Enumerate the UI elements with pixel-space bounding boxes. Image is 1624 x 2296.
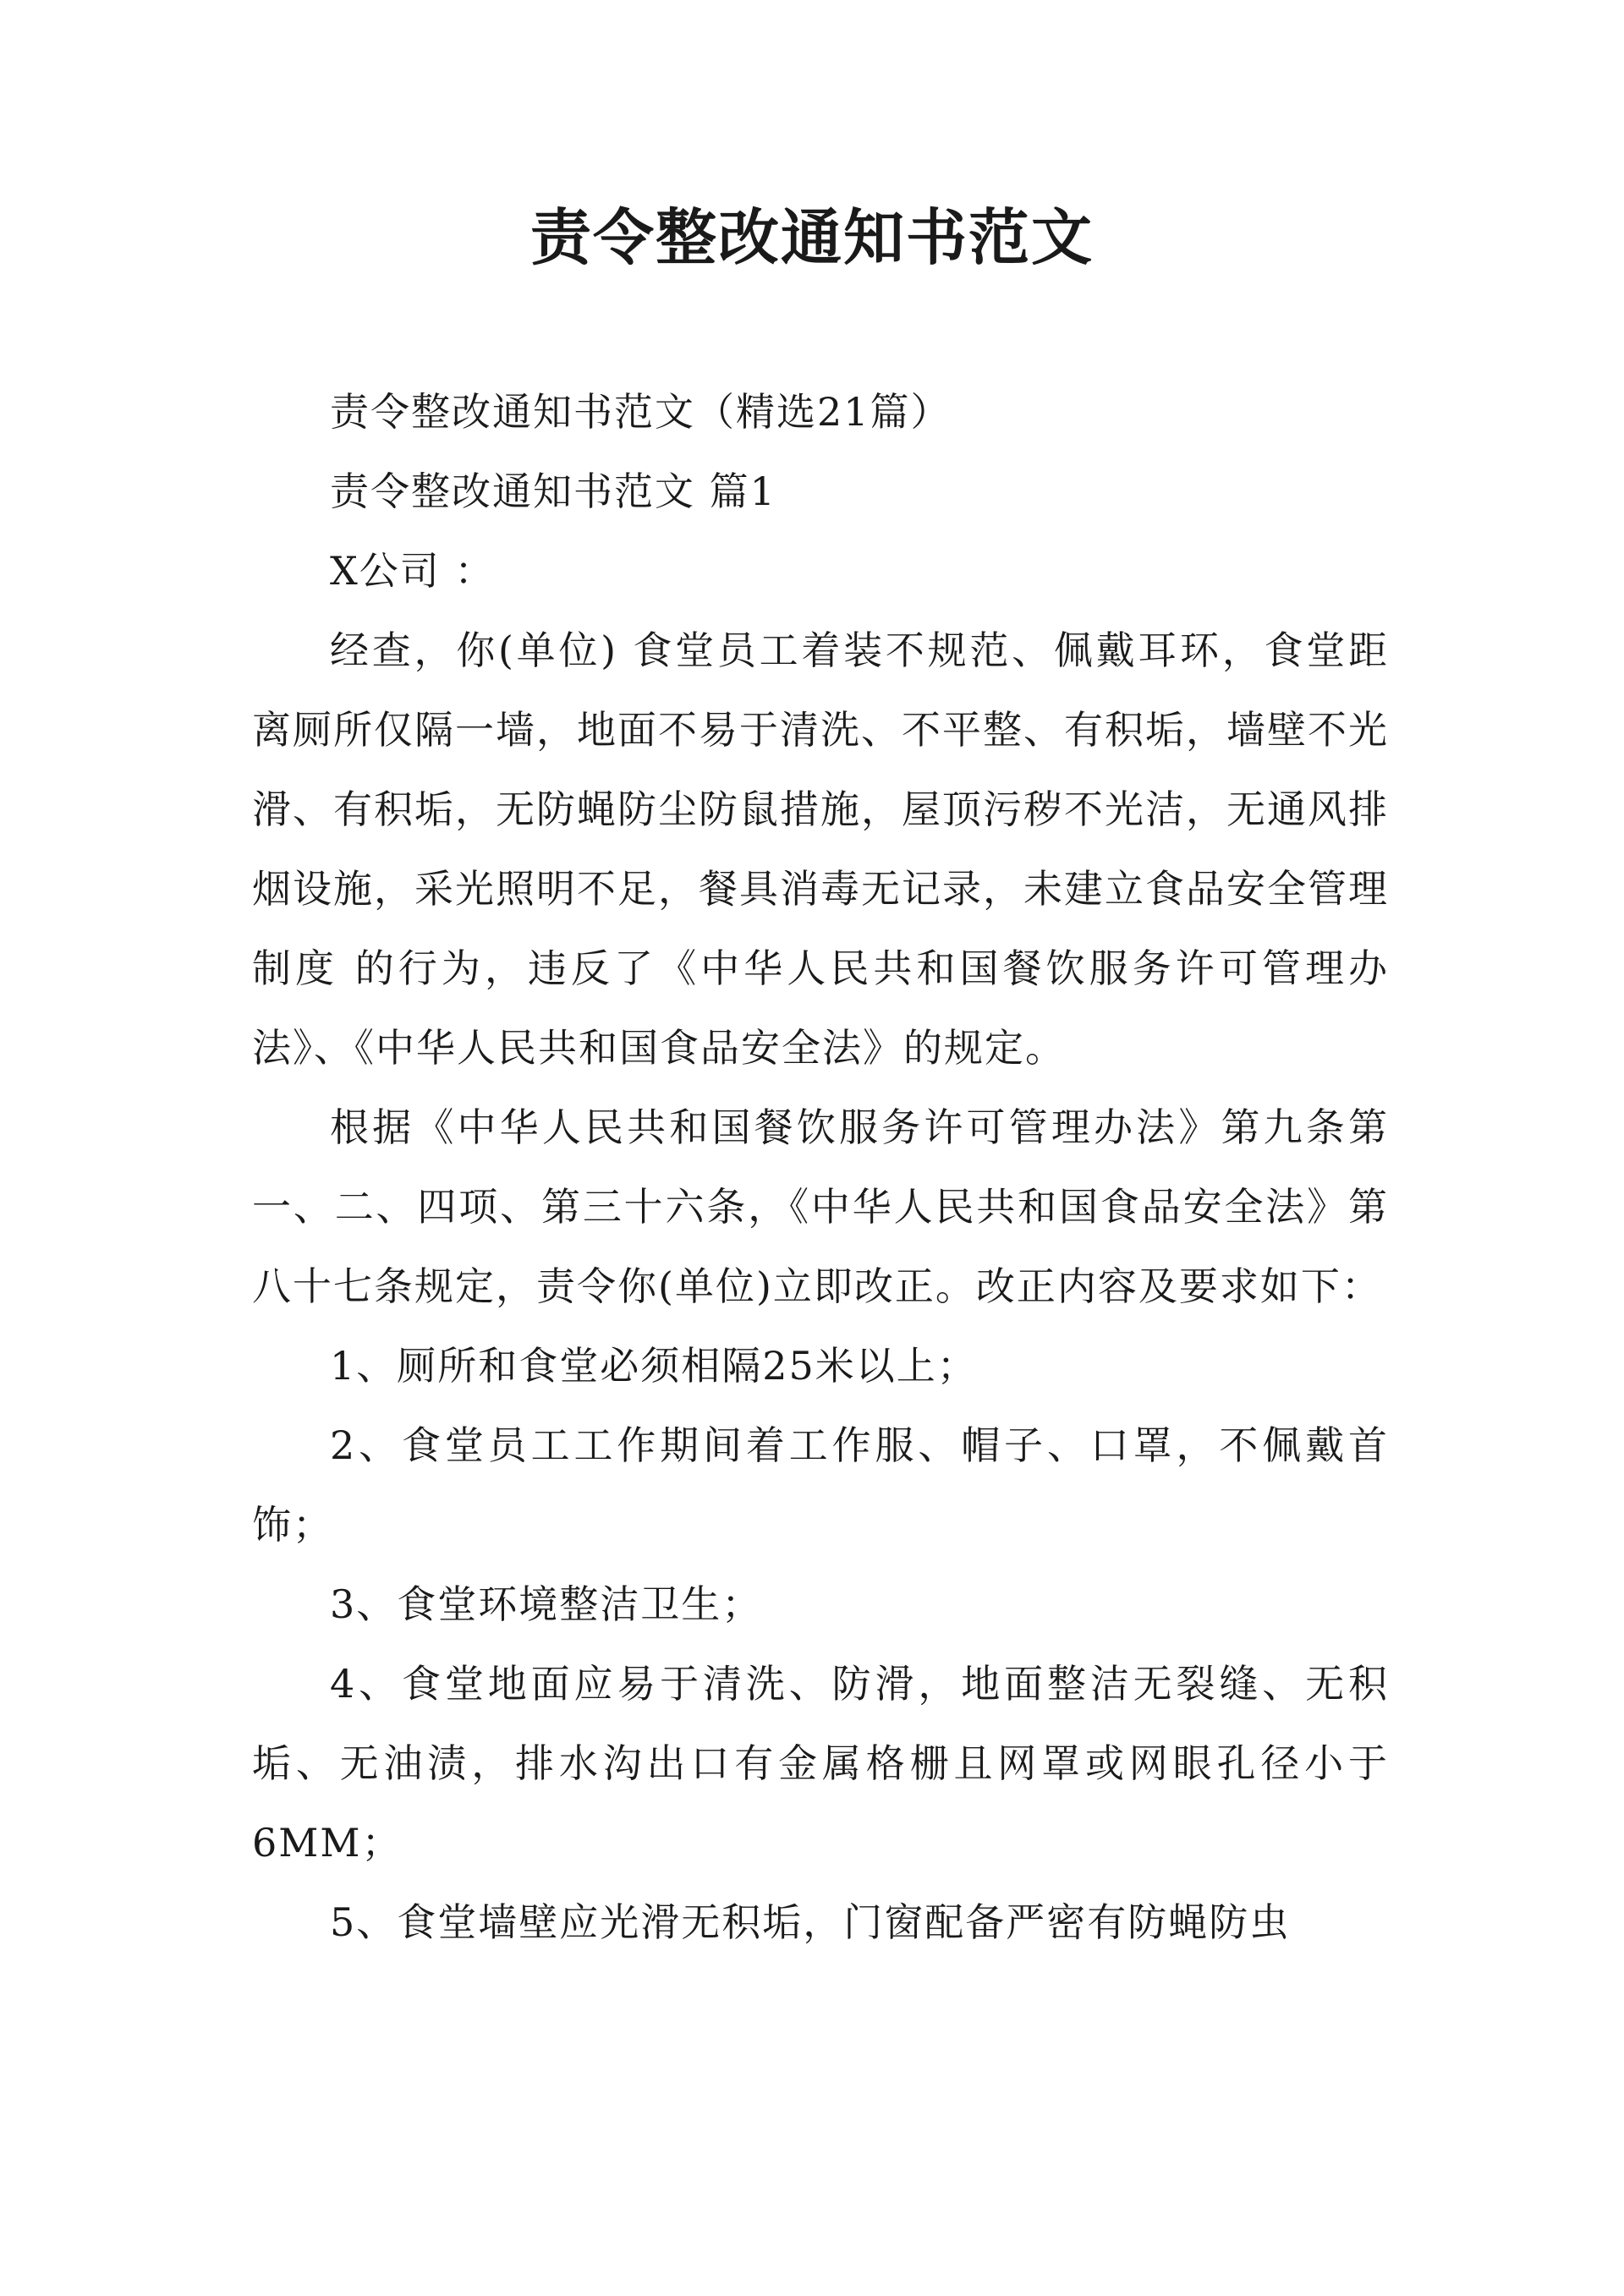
list-item: 5、食堂墙壁应光滑无积垢，门窗配备严密有防蝇防虫: [330, 1899, 1291, 1945]
document-title: 责令整改通知书范文: [529, 201, 1094, 273]
paragraph-addressee: X公司 ：: [330, 548, 496, 594]
paragraph-findings: 经查，你(单位) 食堂员工着装不规范、佩戴耳环，食堂距离厕所仅隔一墙，地面不易于清洗、不平整、有积垢，墙壁不光滑、有积垢，无防蝇防尘防鼠措施，屋顶污秽不光洁，无通风排烟设施，采光照明不足，餐具消毒无记录，未建立食品安全管理制度 的行为，违反了《中华人民共和国餐饮服务许可管理办法》、《中华人民共和国食品安全法》的规定。: [252, 627, 1389, 1071]
paragraph-subtitle: 责令整改通知书范文（精选21篇）: [330, 389, 952, 435]
list-item: 4、食堂地面应易于清洗、防滑，地面整洁无裂缝、无积垢、无油渍，排水沟出口有金属格栅且网罩或网眼孔径小于6MM；: [252, 1661, 1389, 1866]
paragraph-legal-basis: 根据《中华人民共和国餐饮服务许可管理办法》第九条第一、二、四项、第三十六条，《中华人民共和国食品安全法》第八十七条规定，责令你(单位)立即改正。改正内容及要求如下：: [252, 1104, 1389, 1309]
document-body: [252, 372, 1389, 1962]
paragraph-section-heading: 责令整改通知书范文 篇1: [330, 469, 776, 514]
list-item: 1、厕所和食堂必须相隔25米以上；: [330, 1343, 978, 1389]
list-item: 3、食堂环境整洁卫生；: [330, 1581, 763, 1627]
list-item: 2、食堂员工工作期间着工作服、帽子、口罩，不佩戴首饰；: [252, 1422, 1389, 1548]
